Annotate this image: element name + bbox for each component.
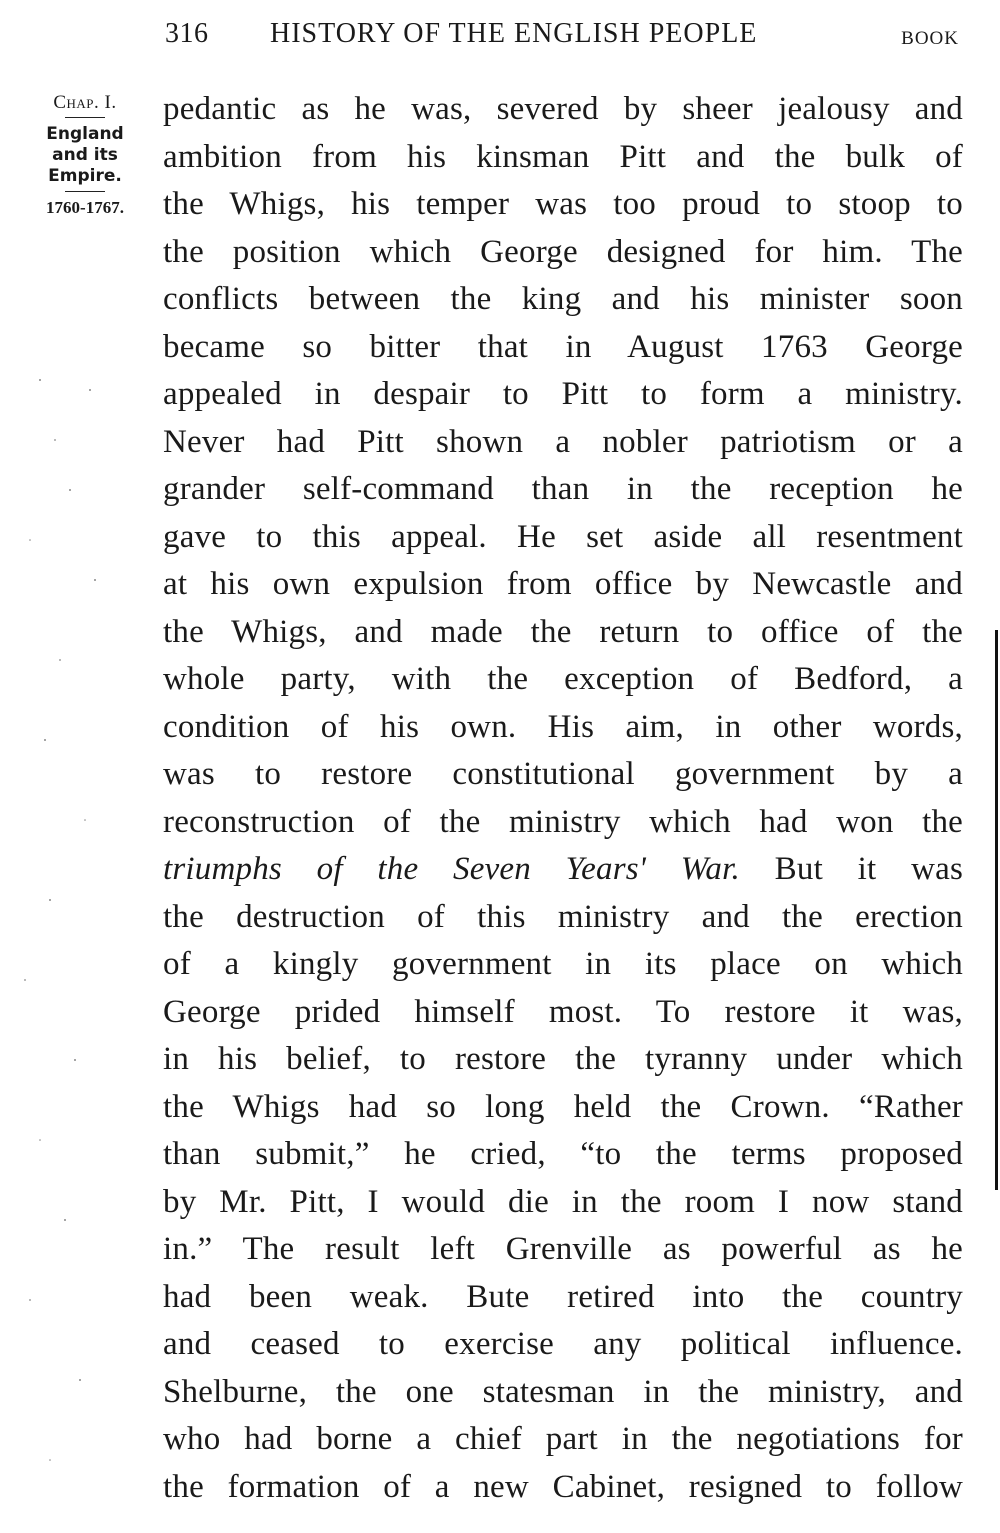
topic-line-1: England	[46, 124, 124, 144]
text-line: had been weak. Bute retired into the country	[163, 1278, 963, 1315]
text-line: by Mr. Pitt, I would die in the room I now stand	[163, 1183, 963, 1220]
text-line: George prided himself most. To restore it was,	[163, 993, 963, 1030]
italic-phrase: triumphs of the Seven Years' War.	[163, 851, 740, 887]
text-line: whole party, with the exception of Bedford, a	[163, 661, 963, 697]
text-line: the position which George designed for him. The	[163, 233, 963, 270]
text-line: condition of his own. His aim, in other words,	[163, 708, 963, 745]
scan-specks	[0, 280, 120, 1520]
text-line: in his belief, to restore the tyranny under which	[163, 1041, 963, 1077]
page-edge-shadow	[995, 630, 998, 1190]
text-line: the formation of a new Cabinet, resigned to follow	[163, 1468, 963, 1505]
running-title: HISTORY OF THE ENGLISH PEOPLE	[270, 18, 758, 49]
text-line: Shelburne, the one statesman in the ministry, and	[163, 1373, 963, 1410]
text-line: triumphs of the Seven Years' War. But it was	[163, 851, 963, 887]
text-line: became so bitter that in August 1763 George	[163, 328, 963, 365]
page-number: 316	[165, 18, 209, 49]
book-label: BOOK	[901, 28, 959, 49]
text-line: reconstruction of the ministry which had won the	[163, 803, 963, 840]
body-text	[163, 86, 963, 1511]
running-header	[163, 14, 963, 54]
text-line: appealed in despair to Pitt to form a ministry.	[163, 376, 963, 412]
text-line: in.” The result left Grenville as powerful as he	[163, 1231, 963, 1267]
text-line: the Whigs, his temper was too proud to stoop to	[163, 186, 963, 222]
text-line: of a kingly government in its place on which	[163, 946, 963, 982]
text-line: the Whigs, and made the return to office of the	[163, 613, 963, 650]
text-line: conflicts between the king and his minister soon	[163, 281, 963, 317]
topic-line-3: Empire.	[48, 166, 122, 186]
topic-line-2: and its	[52, 145, 118, 165]
date-range: 1760-1767.	[46, 198, 124, 217]
text-line: the destruction of this ministry and the erection	[163, 898, 963, 935]
text-line: pedantic as he was, severed by sheer jealousy and	[163, 91, 963, 127]
text-line: grander self-command than in the reception he	[163, 471, 963, 507]
margin-rule	[65, 117, 105, 118]
text-line: the Whigs had so long held the Crown. “Rather	[163, 1088, 963, 1125]
text-line: and ceased to exercise any political influence.	[163, 1326, 963, 1362]
text-line: at his own expulsion from office by Newcastle and	[163, 566, 963, 602]
text-line: who had borne a chief part in the negotiations for	[163, 1421, 963, 1457]
text-line: gave to this appeal. He set aside all resentment	[163, 518, 963, 555]
chapter-label: Chap. I.	[53, 92, 117, 113]
margin-note	[30, 93, 140, 218]
text-line: was to restore constitutional government by a	[163, 756, 963, 792]
text-line: than submit,” he cried, “to the terms proposed	[163, 1136, 963, 1172]
text-line: ambition from his kinsman Pitt and the bulk of	[163, 138, 963, 175]
text-line: Never had Pitt shown a nobler patriotism or a	[163, 423, 963, 460]
margin-rule	[65, 191, 105, 192]
